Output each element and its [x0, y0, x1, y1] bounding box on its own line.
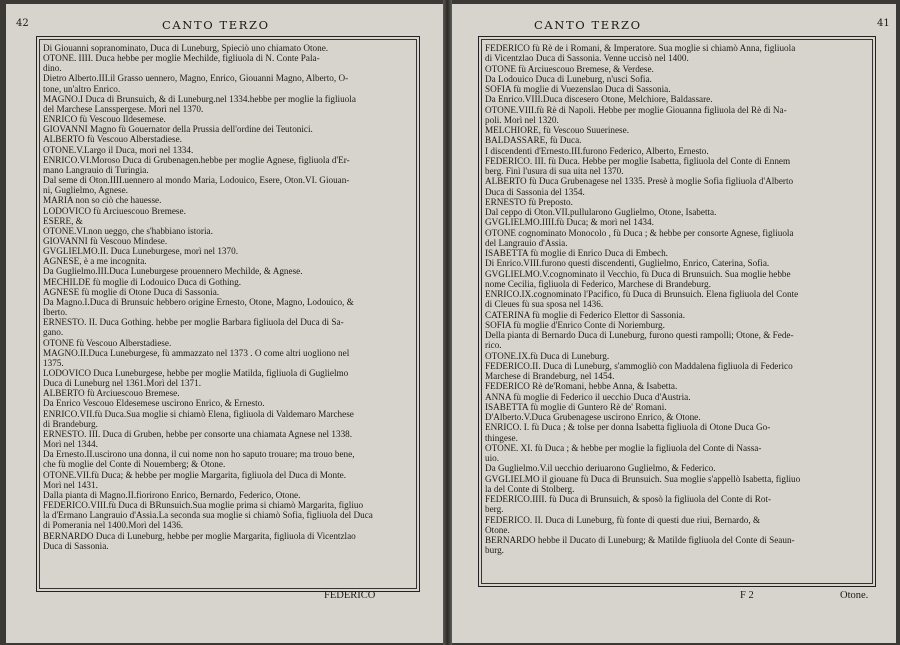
text-line: MELCHIORE, fù Vescouo Suuerinese.: [485, 125, 630, 135]
text-line: Iberto.: [43, 307, 68, 318]
text-line: MARIA non so ciò che hauesse.: [43, 195, 162, 206]
text-line: Duca di Luneburg nel 1361.Morì del 1371.: [43, 378, 202, 389]
text-line: OTONE.VI.non ueggo, che s'habbiano istoria.: [43, 225, 213, 236]
text-line: LODOVICO Duca Luneburgese, hebbe per moglie Matilda, figliuola di Guglielmo: [43, 368, 349, 378]
text-line: MECHILDE fù moglie di Lodouico Duca di Gothing.: [43, 276, 242, 287]
text-line: FEDERICO Rè de'Romani, hebbe Anna, & Isabetta.: [485, 381, 678, 392]
text-line: poli. Morì nel 1320.: [485, 114, 559, 125]
text-line: nome Cecilia, figliuola di Federico, Marchese di Brandeburg.: [485, 278, 711, 289]
book-gutter: [443, 0, 452, 645]
text-line: AGNESE fù moglie di Otone Duca di Sassonia.: [43, 286, 220, 297]
text-line: OTONE cognominato Monocolo , fù Duca ; & hebbe per consorte Agnese, figliuola: [485, 227, 794, 238]
right-running-head: CANTO TERZO: [534, 18, 642, 32]
text-line: GIOVANNI Magno fù Gouernator della Prussia dell'ordine dei Teutonici.: [43, 124, 313, 135]
text-line: che fù moglie del Conte di Nouemberg; & Otone.: [43, 459, 226, 470]
text-line: del Langrauio d'Assia.: [485, 237, 568, 248]
text-line: OTONE fù Vescouo Alberstadiese.: [43, 337, 172, 348]
text-line: LODOVICO fù Arciuescouo Bremese.: [43, 205, 186, 216]
text-line: BALDASSARE, fù Duca.: [485, 135, 582, 146]
text-line: ESERE, &: [43, 215, 83, 226]
text-line: Da Magno.I.Duca di Brunsuic hebbero origine Ernesto, Otone, Magno, Lodouico, &: [43, 296, 354, 307]
text-line: FEDERICO fù Rè de i Romani, & Imperatore. Sua moglie si chiamò Anna, figliuola: [485, 43, 796, 53]
right-text-frame: [478, 36, 876, 587]
text-line: Da Ernesto.II.uscirono una donna, il cui nome non ho saputo trouare; ma trouo bene,: [43, 449, 355, 460]
text-line: Da Enrico Vescouo Eldesemese uscirono Enrico, & Ernesto.: [43, 398, 265, 409]
text-line: berg. Finì l'usura di sua uita nel 1370.: [485, 166, 624, 176]
text-line: Marchese di Brandeburg, nel 1454.: [485, 371, 615, 381]
text-line: uio.: [485, 453, 500, 463]
text-line: SOFIA fù moglie d'Enrico Conte di Noriemburg.: [485, 319, 665, 330]
text-line: ENRICO.VI.Moroso Duca di Grubenagen.hebbe per moglie Agnese, figliuola d'Er-: [43, 154, 350, 165]
text-line: rico.: [485, 340, 502, 351]
text-line: ERNESTO fù Preposto.: [485, 196, 573, 207]
text-line: ERNESTO. III. Duca di Gruben, hebbe per consorte una chiamata Agnese nel 1338.: [43, 428, 353, 439]
right-text-block: [485, 43, 871, 556]
text-line: OTONE.VIII.fù Rè di Napoli. Hebbe per moglie Giouanna figliuola del Rè di Na-: [485, 104, 787, 115]
left-catchword: FEDERICO: [324, 590, 376, 601]
text-line: la d'Ermano Langrauio d'Assia.La seconda sua moglie si chiamò Sofia, figliuola del Duca: [43, 510, 373, 521]
text-line: ENRICO. I. fù Duca ; & tolse per donna Isabetta figliuola di Otone Duca Go-: [485, 422, 771, 433]
text-line: CATERINA fù moglie di Federico Elettor di Sassonia.: [485, 309, 686, 320]
text-line: di Cleues fù sua sposa nel 1436.: [485, 299, 604, 310]
right-catchword: Otone.: [840, 590, 869, 601]
right-page: [452, 4, 896, 643]
left-text-frame: [36, 36, 420, 592]
text-line: MAGNO.I Duca di Brunsuich, & di Luneburg.nel 1334.hebbe per moglie la figliuola: [43, 93, 356, 104]
text-line: del Marchese Lansspergese. Morì nel 1370.: [43, 103, 204, 114]
text-line: OTONE. XI. fù Duca ; & hebbe per moglie la figliuola del Conte di Nassa-: [485, 442, 762, 453]
text-line: Da Enrico.VIII.Duca discesero Otone, Melchiore, Baldassare.: [485, 94, 713, 105]
text-line: ISABETTA fù moglie di Guntero Rè de' Romani.: [485, 401, 667, 412]
text-line: Da Guglielmo.III.Duca Luneburgese prouennero Mechilde, & Agnese.: [43, 266, 303, 277]
text-line: FEDERICO.VIII.fù Duca di BRunsuich.Sua moglie prima si chiamò Margarita, figliuo: [43, 500, 364, 511]
text-line: ALBERTO fù Arciuescouo Bremese.: [43, 388, 180, 399]
text-line: FEDERICO.IIII. fù Duca di Brunsuich, & sposò la figliuola del Conte di Rot-: [485, 494, 772, 504]
text-line: di Brandeburg.: [43, 418, 98, 429]
text-line: Della pianta di Bernardo Duca di Luneburg, furono questi rampolli; Otone, & Fede-: [485, 330, 794, 340]
text-line: di Pomerania nel 1400.Morì del 1436.: [43, 520, 184, 531]
text-line: Duca di Sassonia del 1354.: [485, 186, 585, 197]
text-line: dino.: [43, 63, 62, 74]
left-page-number: 42: [16, 18, 29, 29]
text-line: Da Lodouico Duca di Luneburg, n'usci Sofia.: [485, 73, 652, 84]
text-line: FEDERICO. III. fù Duca. Hebbe per moglie Isabetta, figliuola del Conte di Ennem: [485, 155, 791, 166]
text-line: OTONE. IIII. Duca hebbe per moglie Mechilde, figliuola di N. Conte Pala-: [43, 53, 320, 64]
text-line: GVGLIELMO il giouane fù Duca di Brunsuich. Sua moglie s'appellò Isabetta, figliuo: [485, 473, 801, 484]
text-line: ENRICO fù Vescouo Ildesemese.: [43, 114, 166, 125]
text-line: GVGLIELMO.IIII.fù Duca; & morì nel 1434.: [485, 217, 654, 228]
text-line: SOFIA fù moglie di Vuezenslao Duca di Sassonia.: [485, 84, 671, 94]
text-line: FEDERICO. II. Duca di Luneburg, fù fonte di questi due riui, Bernardo, &: [485, 514, 761, 525]
text-line: ni, Guglielmo, Agnese.: [43, 185, 128, 196]
text-line: FEDERICO.II. Duca di Luneburg, s'ammogliò con Maddalena figliuola di Federico: [485, 360, 793, 371]
text-line: burg.: [485, 545, 504, 556]
text-line: Da Guglielmo.V.il uecchio deriuarono Guglielmo, & Federico.: [485, 463, 716, 474]
text-line: ANNA fù moglie di Federico il uecchio Duca d'Austria.: [485, 391, 691, 402]
text-line: ERNESTO. II. Duca Gothing. hebbe per moglie Barbara figliuola del Duca di Sa-: [43, 317, 344, 328]
text-line: MAGNO.II.Duca Luneburgese, fù ammazzato nel 1373 . O come altri uogliono nel: [43, 347, 350, 358]
text-line: OTONE fù Arciuescouo Bremese, & Verdese.: [485, 63, 654, 74]
text-line: tone, un'altro Enrico.: [43, 83, 121, 94]
text-line: Otone.: [485, 524, 510, 535]
text-line: di Vicentzlao Duca di Sassonia. Venne uccisò nel 1400.: [485, 53, 689, 64]
text-line: ALBERTO fù Vescouo Alberstadiese.: [43, 134, 182, 145]
text-line: gano.: [43, 327, 64, 338]
text-line: ISABETTA fù moglie di Enrico Duca di Embech.: [485, 248, 668, 258]
text-line: OTONE.V.Largo il Duca, morì nel 1334.: [43, 144, 194, 155]
text-line: GVGLIELMO.II. Duca Luneburgese, morì nel 1370.: [43, 246, 239, 257]
text-line: Di Giouanni sopranominato, Duca di Luneburg, Spieciò uno chiamato Otone.: [43, 43, 329, 53]
right-signature-mark: F 2: [740, 590, 754, 601]
left-text-block: [43, 43, 415, 551]
text-line: Morì nel 1344.: [43, 439, 98, 450]
text-line: mano Langrauio di Turingia.: [43, 164, 149, 175]
text-line: ALBERTO fù Duca Grubenagese nel 1335. Presè à moglie Sofia figliuola d'Alberto: [485, 176, 794, 187]
text-line: 1375.: [43, 357, 64, 368]
text-line: Di Enrico.VIII.furono questi discendenti, Guglielmo, Enrico, Caterina, Sofia.: [485, 258, 770, 269]
text-line: OTONE.IX.fù Duca di Luneburg.: [485, 350, 610, 361]
text-line: Duca di Sassonia.: [43, 540, 109, 551]
text-line: Dal ceppo di Oton.VII.pullularono Guglielmo, Otone, Isabetta.: [485, 207, 717, 217]
text-line: ENRICO.IX.cognominato l'Pacifico, fù Duca di Brunsuich. Elena figliuola del Conte: [485, 289, 799, 299]
right-page-number: 41: [877, 18, 890, 29]
text-line: Dal seme di Oton.IIII.uennero al mondo Maria, Lodouico, Esere, Oton.VI. Giouan-: [43, 175, 350, 186]
text-line: I discendenti d'Ernesto.III.furono Federico, Alberto, Ernesto.: [485, 145, 709, 156]
text-line: Dalla pianta di Magno.II.fiorirono Enrico, Bernardo, Federico, Otone.: [43, 489, 301, 500]
text-line: AGNESE, è a me incognita.: [43, 256, 147, 267]
text-line: ENRICO.VII.fù Duca.Sua moglie si chiamò Elena, figliuola di Valdemaro Marchese: [43, 408, 354, 419]
text-line: GVGLIELMO.V.cognominato il Vecchio, fù Duca di Brunsuich. Sua moglie hebbe: [485, 268, 791, 279]
text-line: thingese.: [485, 432, 518, 443]
text-line: BERNARDO hebbe il Ducato di Luneburg; & Matilde figliuola del Conte di Seaun-: [485, 535, 795, 545]
text-line: D'Alberto.V.Duca Grubenagese uscirono Enrico, & Otone.: [485, 412, 701, 422]
text-line: GIOVANNI fù Vescouo Mindese.: [43, 235, 168, 246]
text-line: BERNARDO Duca di Luneburg, hebbe per moglie Margarita, figliuola di Vicentzlao: [43, 530, 356, 541]
text-line: OTONE.VII.fù Duca; & hebbe per moglie Margarita, figliuola del Duca di Monte.: [43, 469, 347, 480]
text-line: berg.: [485, 504, 504, 515]
left-running-head: CANTO TERZO: [162, 18, 270, 32]
text-line: Morì nel 1431.: [43, 479, 98, 490]
text-line: la del Conte di Stolberg.: [485, 483, 575, 494]
left-page: [6, 4, 443, 643]
text-line: Dietro Alberto.III.il Grasso uennero, Magno, Enrico, Giouanni Magno, Alberto, O-: [43, 73, 349, 84]
